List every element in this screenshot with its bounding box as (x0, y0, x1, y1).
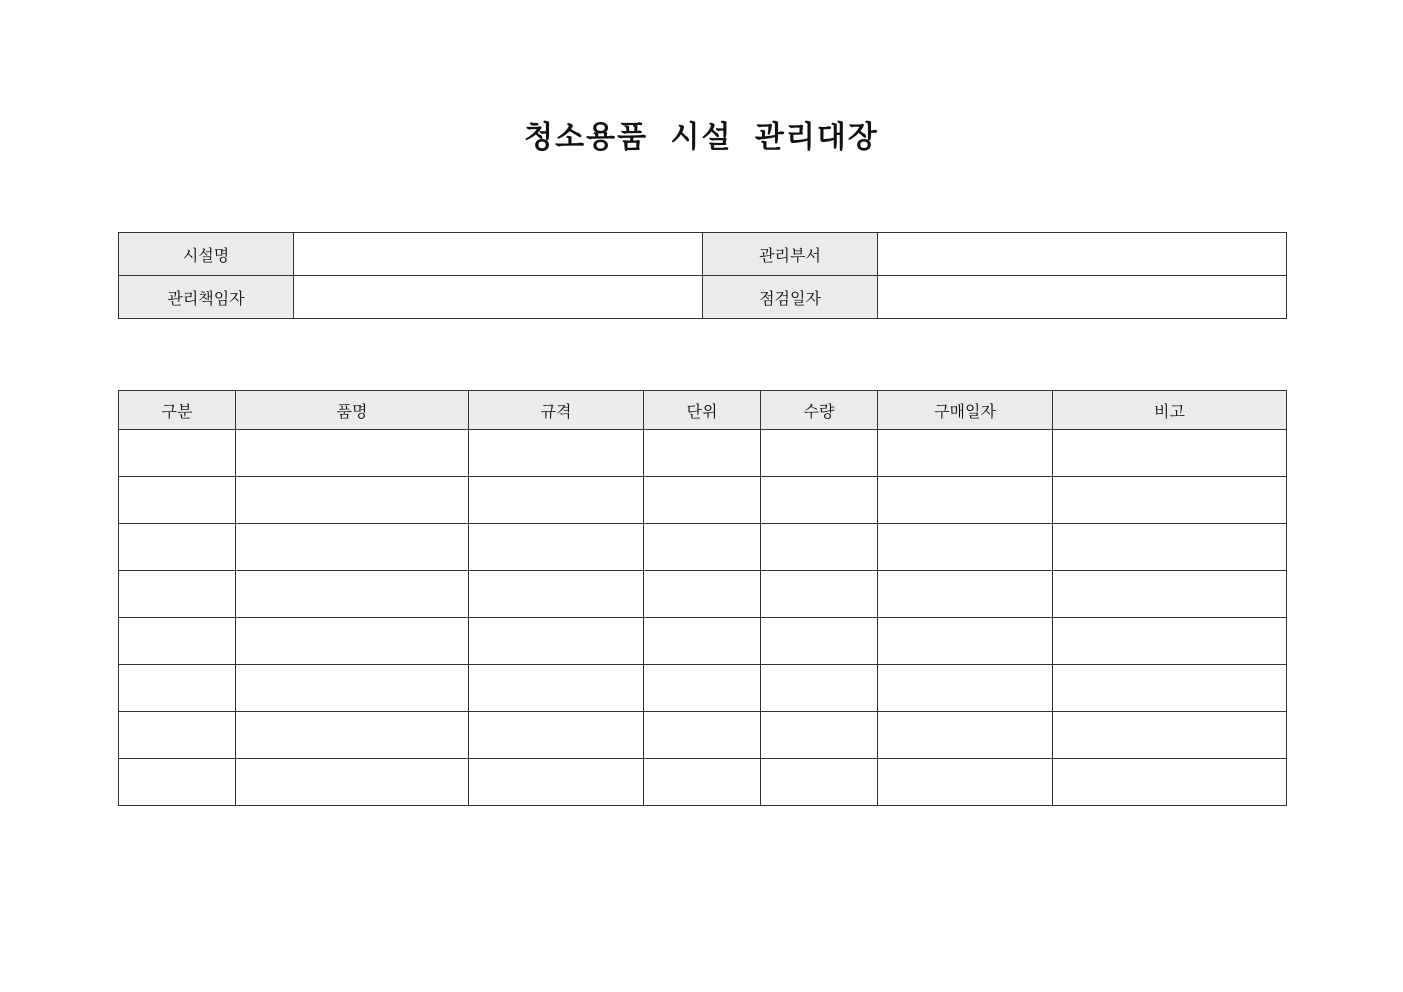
cell-remarks[interactable] (1053, 477, 1287, 524)
cell-category[interactable] (119, 524, 236, 571)
header-spec: 규격 (469, 391, 644, 430)
cell-purchase-date[interactable] (878, 665, 1053, 712)
cell-item-name[interactable] (236, 430, 469, 477)
supplies-table (118, 390, 1287, 806)
cell-quantity[interactable] (761, 759, 878, 806)
cell-category[interactable] (119, 618, 236, 665)
cell-category[interactable] (119, 712, 236, 759)
table-row (119, 665, 1287, 712)
dept-label: 관리부서 (703, 233, 878, 276)
cell-spec[interactable] (469, 759, 644, 806)
cell-spec[interactable] (469, 430, 644, 477)
info-row (119, 233, 1287, 276)
cell-purchase-date[interactable] (878, 759, 1053, 806)
cell-purchase-date[interactable] (878, 524, 1053, 571)
cell-category[interactable] (119, 571, 236, 618)
cell-quantity[interactable] (761, 477, 878, 524)
cell-remarks[interactable] (1053, 524, 1287, 571)
cell-unit[interactable] (644, 430, 761, 477)
header-quantity: 수량 (761, 391, 878, 430)
cell-unit[interactable] (644, 571, 761, 618)
table-row (119, 759, 1287, 806)
cell-spec[interactable] (469, 665, 644, 712)
cell-purchase-date[interactable] (878, 618, 1053, 665)
cell-item-name[interactable] (236, 759, 469, 806)
cell-item-name[interactable] (236, 712, 469, 759)
cell-item-name[interactable] (236, 571, 469, 618)
cell-remarks[interactable] (1053, 571, 1287, 618)
table-row (119, 618, 1287, 665)
cell-spec[interactable] (469, 712, 644, 759)
cell-quantity[interactable] (761, 618, 878, 665)
cell-spec[interactable] (469, 477, 644, 524)
cell-item-name[interactable] (236, 665, 469, 712)
cell-unit[interactable] (644, 477, 761, 524)
manager-label: 관리책임자 (119, 276, 294, 319)
dept-field[interactable] (878, 233, 1287, 276)
table-header-row (119, 391, 1287, 430)
table-body (119, 430, 1287, 806)
cell-purchase-date[interactable] (878, 477, 1053, 524)
inspection-date-label: 점검일자 (703, 276, 878, 319)
cell-spec[interactable] (469, 618, 644, 665)
header-remarks: 비고 (1053, 391, 1287, 430)
info-row (119, 276, 1287, 319)
facility-name-field[interactable] (294, 233, 703, 276)
cell-spec[interactable] (469, 571, 644, 618)
cell-category[interactable] (119, 759, 236, 806)
cell-quantity[interactable] (761, 571, 878, 618)
cell-remarks[interactable] (1053, 430, 1287, 477)
cell-spec[interactable] (469, 524, 644, 571)
cell-purchase-date[interactable] (878, 712, 1053, 759)
header-category: 구분 (119, 391, 236, 430)
facility-name-label: 시설명 (119, 233, 294, 276)
cell-remarks[interactable] (1053, 712, 1287, 759)
cell-remarks[interactable] (1053, 665, 1287, 712)
header-unit: 단위 (644, 391, 761, 430)
cell-remarks[interactable] (1053, 759, 1287, 806)
cell-category[interactable] (119, 430, 236, 477)
cell-unit[interactable] (644, 524, 761, 571)
cell-category[interactable] (119, 477, 236, 524)
cell-purchase-date[interactable] (878, 571, 1053, 618)
cell-unit[interactable] (644, 618, 761, 665)
cell-item-name[interactable] (236, 618, 469, 665)
table-row (119, 571, 1287, 618)
cell-purchase-date[interactable] (878, 430, 1053, 477)
cell-remarks[interactable] (1053, 618, 1287, 665)
inspection-date-field[interactable] (878, 276, 1287, 319)
cell-item-name[interactable] (236, 477, 469, 524)
table-row (119, 477, 1287, 524)
cell-quantity[interactable] (761, 712, 878, 759)
manager-field[interactable] (294, 276, 703, 319)
cell-quantity[interactable] (761, 665, 878, 712)
table-row (119, 524, 1287, 571)
cell-unit[interactable] (644, 712, 761, 759)
header-purchase-date: 구매일자 (878, 391, 1053, 430)
cell-item-name[interactable] (236, 524, 469, 571)
table-row (119, 430, 1287, 477)
cell-category[interactable] (119, 665, 236, 712)
header-item-name: 품명 (236, 391, 469, 430)
cell-quantity[interactable] (761, 430, 878, 477)
cell-unit[interactable] (644, 665, 761, 712)
cell-quantity[interactable] (761, 524, 878, 571)
info-table (118, 232, 1287, 319)
page-title: 청소용품 시설 관리대장 (524, 120, 879, 155)
table-row (119, 712, 1287, 759)
cell-unit[interactable] (644, 759, 761, 806)
